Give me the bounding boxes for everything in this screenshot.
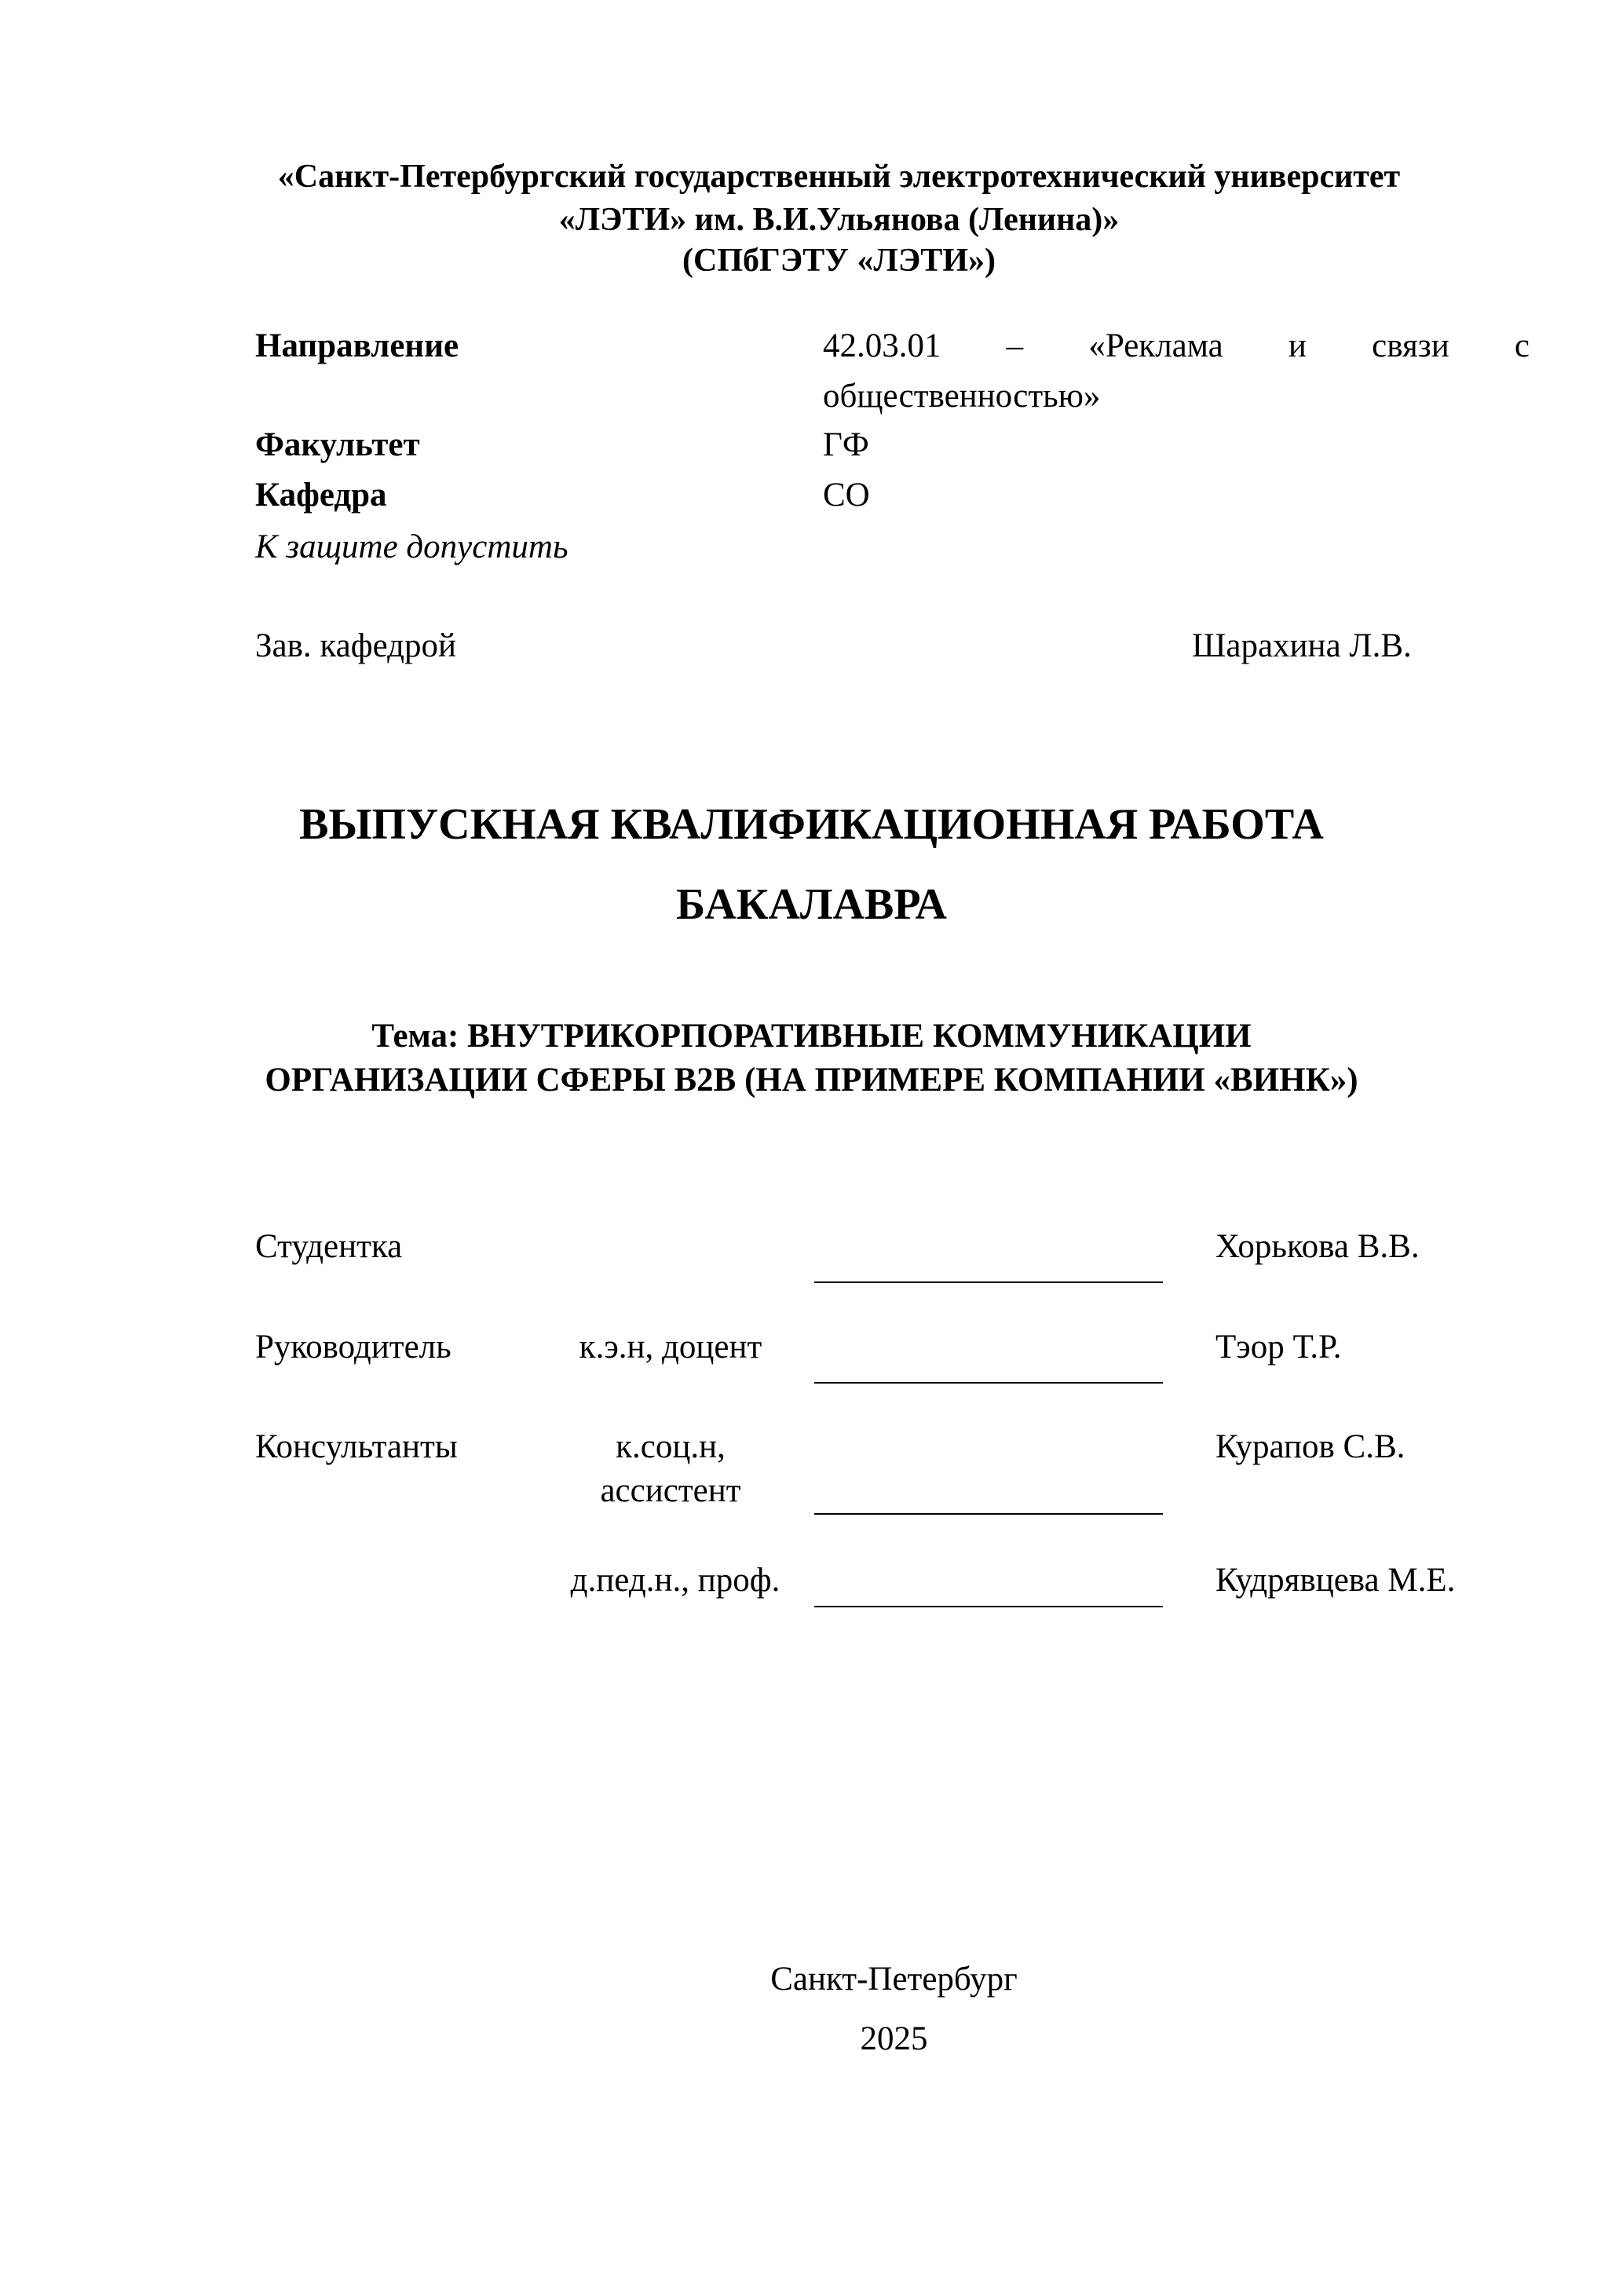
head-of-department-label: Зав. кафедрой <box>255 627 457 664</box>
faculty-value: ГФ <box>823 426 869 463</box>
document-title-line-2: БАКАЛАВРА <box>676 880 947 929</box>
supervisor-name: Тэор Т.Р. <box>1215 1329 1342 1366</box>
supervisor-role-label: Руководитель <box>255 1329 451 1366</box>
university-name-line-2: «ЛЭТИ» им. В.И.Ульянова (Ленина)» <box>558 202 1120 238</box>
supervisor-degree: к.э.н, доцент <box>579 1329 762 1366</box>
consultants-role-label: Консультанты <box>255 1428 458 1465</box>
head-of-department-name: Шарахина Л.В. <box>1192 627 1412 664</box>
consultant-1-degree-line-2: ассистент <box>600 1472 741 1509</box>
faculty-label: Факультет <box>255 426 420 463</box>
consultant-2-signature-line <box>814 1606 1163 1607</box>
consultant-2-degree: д.пед.н., проф. <box>570 1562 780 1599</box>
department-value: СО <box>823 477 870 514</box>
document-title-line-1: ВЫПУСКНАЯ КВАЛИФИКАЦИОННАЯ РАБОТА <box>299 800 1324 849</box>
consultant-1-degree-line-1: к.соц.н, <box>616 1428 726 1465</box>
direction-value-line-2: общественностью» <box>823 378 1101 415</box>
student-signature-line <box>814 1281 1163 1283</box>
department-label: Кафедра <box>255 477 387 514</box>
supervisor-signature-line <box>814 1382 1163 1384</box>
admit-to-defense-text: К защите допустить <box>255 528 568 565</box>
university-name-line-1: «Санкт-Петербургский государственный электротехнический университет <box>277 159 1401 195</box>
consultant-1-name: Курапов С.В. <box>1215 1428 1406 1465</box>
topic-line-2: ОРГАНИЗАЦИИ СФЕРЫ B2B (НА ПРИМЕРЕ КОМПАНИИ «ВИНК») <box>265 1062 1358 1099</box>
consultant-1-signature-line <box>814 1513 1163 1515</box>
city: Санкт-Петербург <box>770 1961 1018 1998</box>
student-role-label: Студентка <box>255 1228 403 1265</box>
direction-label: Направление <box>255 327 459 364</box>
topic-line-1: Тема: ВНУТРИКОРПОРАТИВНЫЕ КОММУНИКАЦИИ <box>371 1018 1252 1055</box>
year: 2025 <box>860 2020 928 2057</box>
direction-value-line-1: 42.03.01 – «Реклама и связи с <box>823 327 1530 364</box>
university-abbreviation: (СПбГЭТУ «ЛЭТИ») <box>682 243 996 279</box>
student-name: Хорькова В.В. <box>1215 1228 1420 1265</box>
consultant-2-name: Кудрявцева М.Е. <box>1215 1562 1456 1599</box>
